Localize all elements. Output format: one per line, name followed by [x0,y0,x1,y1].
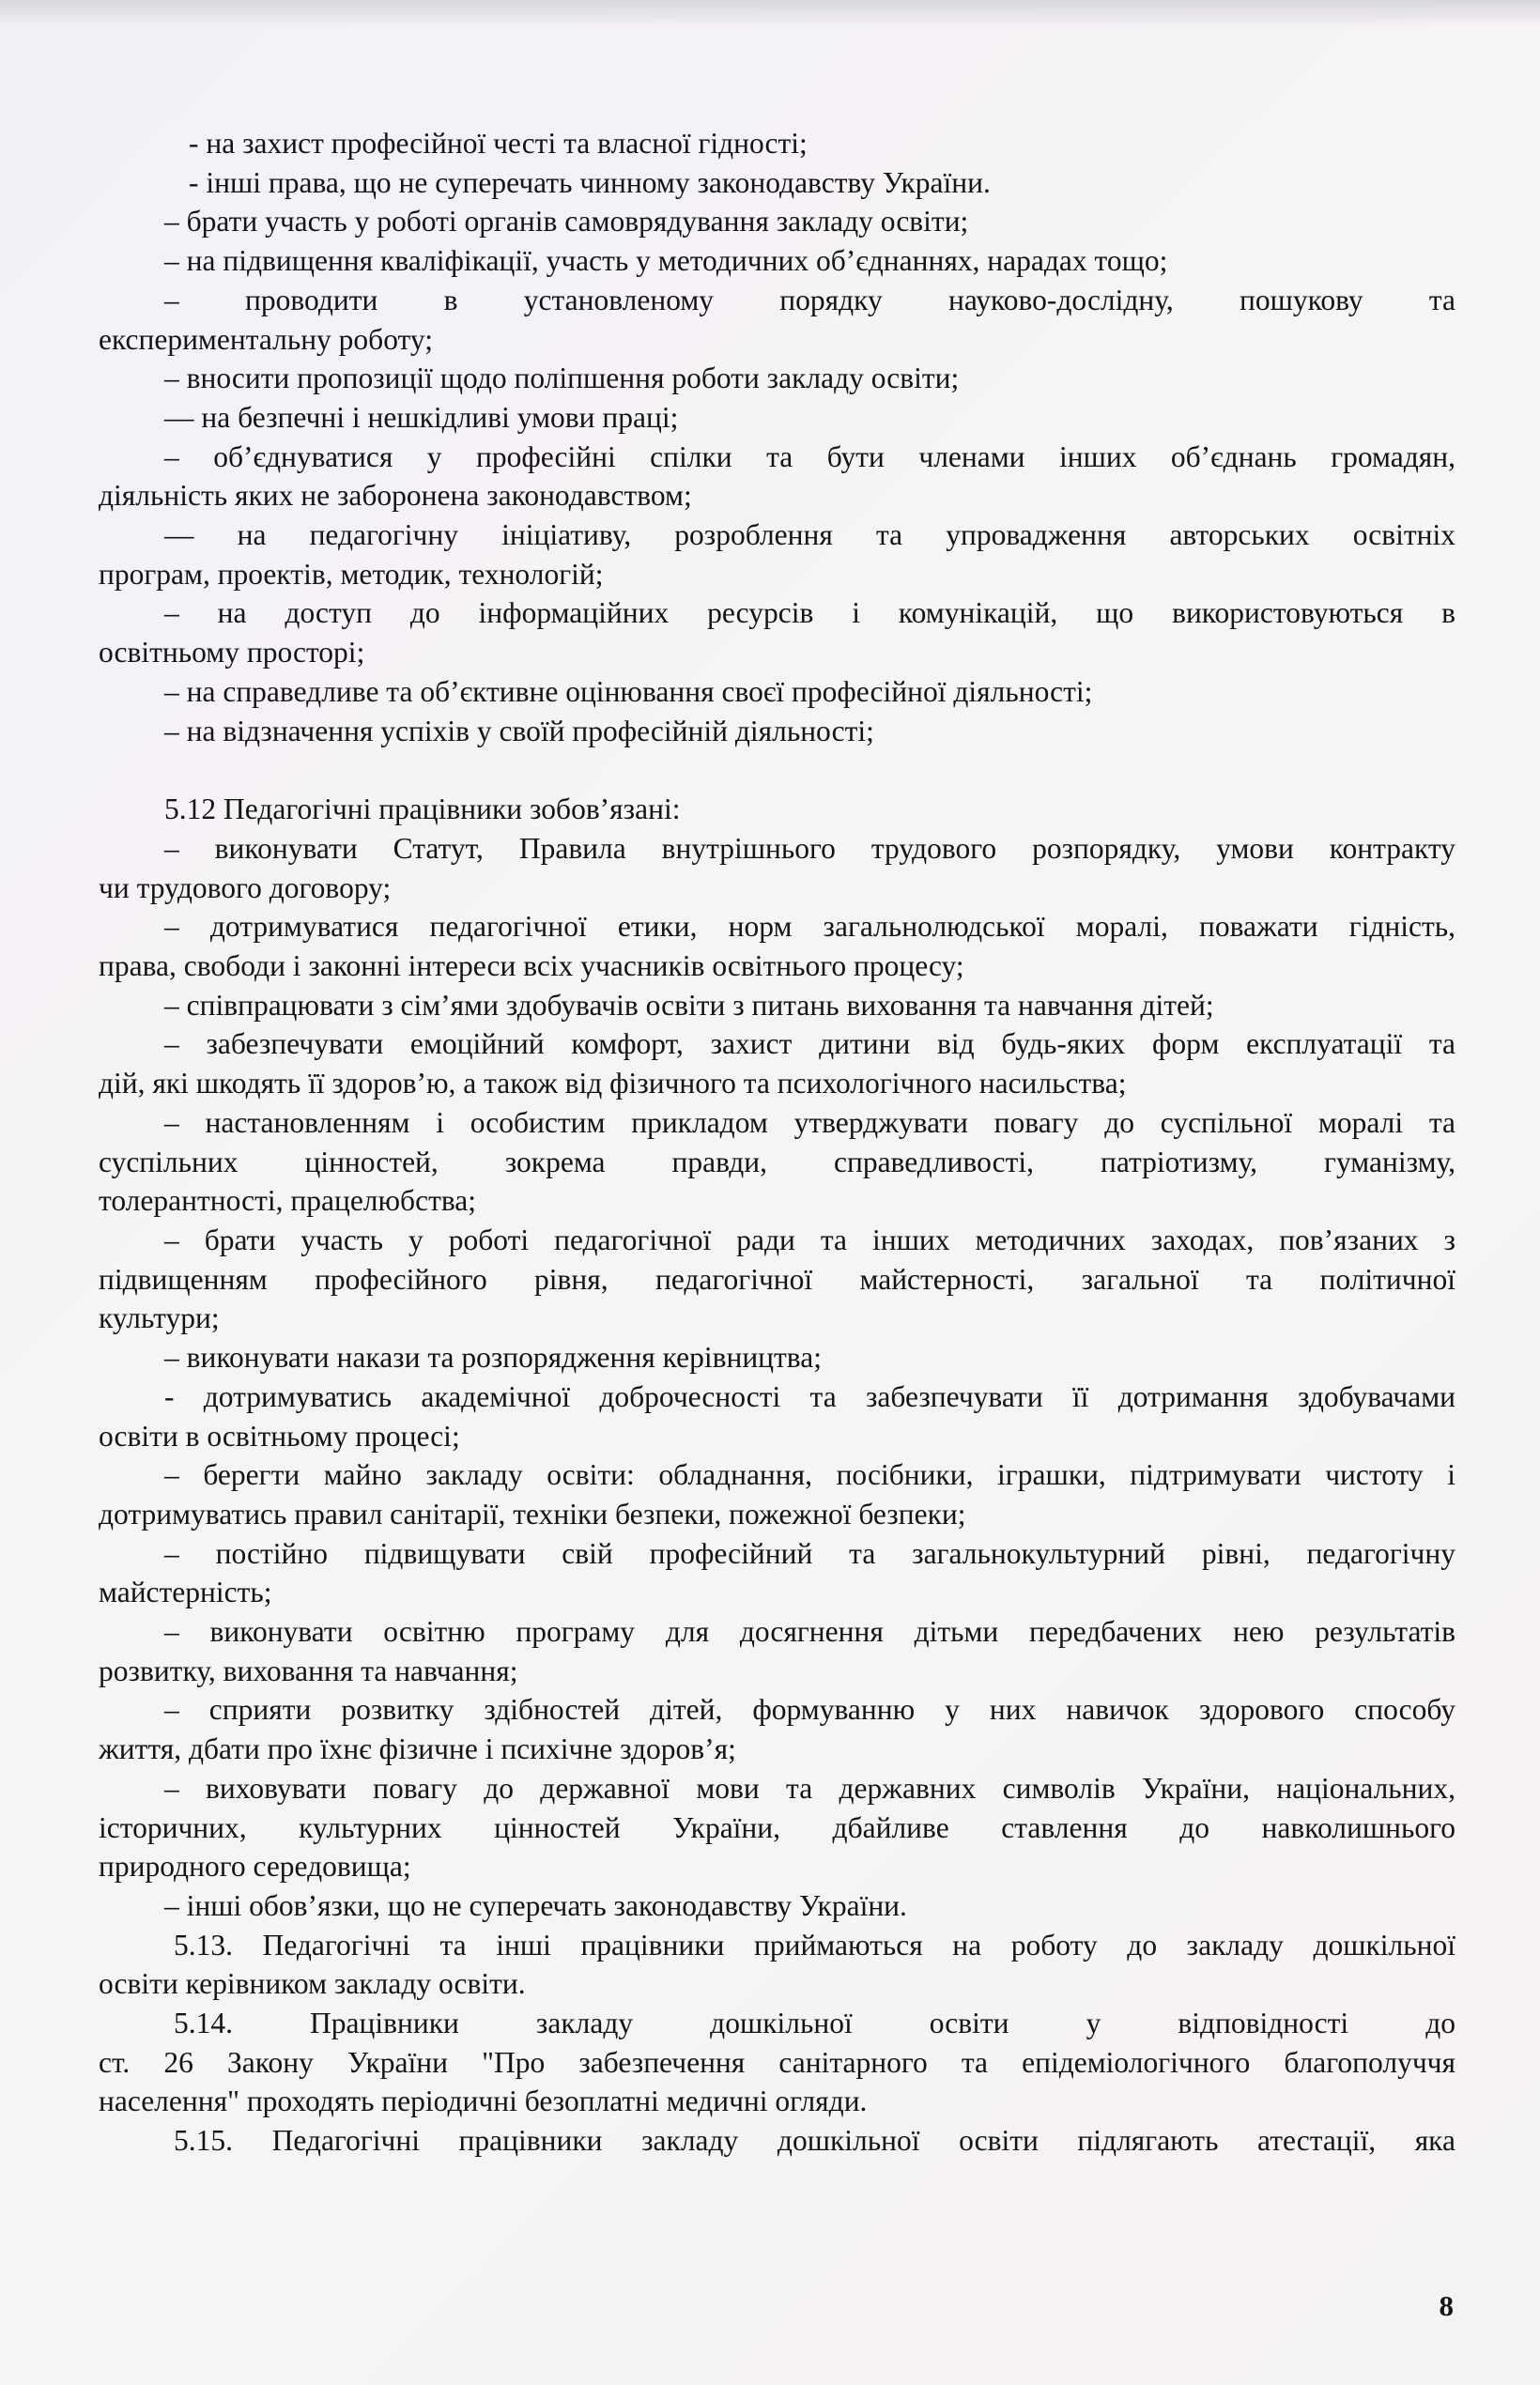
text-line: – сприяти розвитку здібностей дітей, формуванню у них навичок здорового способу [164,1693,1455,1727]
text-line: освіти керівником закладу освіти. [99,1967,526,2001]
text-line: — на педагогічну ініціативу, розроблення та упровадження авторських освітніх [164,518,1455,552]
text-line: – об’єднуватися у професійні спілки та бути членами інших об’єднань громадян, [164,439,1455,473]
text-line: 5.13. Педагогічні та інші працівники приймаються на роботу до закладу дошкільної [174,1928,1455,1962]
text-line: – проводити в установленому порядку науково-дослідну, пошукову та [164,283,1455,316]
text-line: культури; [99,1301,220,1335]
text-line: – постійно підвищувати свій професійний та загальнокультурний рівні, педагогічну [164,1536,1455,1570]
text-line: ст. 26 Закону України "Про забезпечення санітарного та епідеміологічного благополуччя [99,2045,1455,2079]
text-line: – дотримуватися педагогічної етики, норм загальнолюдської моралі, поважати гідність, [164,910,1455,944]
text-line: – брати участь у роботі органів самоврядування закладу освіти; [164,205,969,238]
text-line: природного середовища; [99,1850,411,1884]
text-line: освіти в освітньому процесі; [99,1419,460,1453]
text-line: діяльність яких не заборонена законодавством; [99,479,692,513]
text-line: – виконувати освітню програму для досягнення дітьми передбачених нею результатів [164,1615,1455,1649]
text-line: 5.14. Працівники закладу дошкільної освіти у відповідності до [174,2007,1455,2040]
text-line: - інші права, що не суперечать чинному законодавству України. [189,165,991,199]
document-body [99,124,1455,2161]
text-line: підвищенням професійного рівня, педагогічної майстерності, загальної та політичної [99,1262,1455,1296]
text-line: – виконувати Статут, Правила внутрішнього трудового розпорядку, умови контракту [164,831,1455,865]
text-line: програм, проектів, методик, технологій; [99,557,604,591]
text-line: суспільних цінностей, зокрема правди, справедливості, патріотизму, гуманізму, [99,1145,1455,1178]
paragraph-gap [99,750,1455,790]
text-line: – брати участь у роботі педагогічної ради та інших методичних заходах, пов’язаних з [164,1223,1455,1256]
text-line: – настановленням і особистим прикладом утверджувати повагу до суспільної моралі та [164,1105,1455,1139]
text-line: розвитку, виховання та навчання; [99,1654,518,1687]
text-line: – на відзначення успіхів у своїй професійній діяльності; [164,714,874,747]
text-line: - на захист професійної честі та власної гідності; [189,127,808,160]
text-line: історичних, культурних цінностей України, дбайливе ставлення до навколишнього [99,1810,1455,1844]
text-line: толерантності, працелюбства; [99,1184,477,1218]
text-line: експериментальну роботу; [99,322,433,356]
text-line: – інші обов’язки, що не суперечать законодавству України. [164,1888,907,1922]
text-line: життя, дбати про їхнє фізичне і психічне здоров’я; [99,1732,736,1766]
page-number: 8 [1439,2289,1454,2322]
text-line: – на доступ до інформаційних ресурсів і комунікацій, що використовуються в [164,596,1455,630]
text-line: - дотримуватись академічної доброчесності та забезпечувати її дотримання здобувачами [164,1379,1455,1413]
text-line: права, свободи і законні інтереси всіх учасників освітнього процесу; [99,949,964,983]
text-line: – співпрацювати з сім’ями здобувачів освіти з питань виховання та навчання дітей; [164,988,1214,1022]
text-line: майстерність; [99,1576,272,1609]
text-line: дій, які шкодять її здоров’ю, а також від фізичного та психологічного насильства; [99,1067,1127,1100]
text-line: – берегти майно закладу освіти: обладнання, посібники, іграшки, підтримувати чистоту і [164,1458,1455,1492]
text-line: – вносити пропозиції щодо поліпшення роботи закладу освіти; [164,362,960,395]
text-line: – виховувати повагу до державної мови та державних символів України, національних, [164,1771,1455,1805]
text-line: – на справедливе та об’єктивне оцінювання своєї професійної діяльності; [164,674,1093,708]
text-line: 5.15. Педагогічні працівники закладу дошкільної освіти підлягають атестації, яка [174,2124,1455,2158]
text-line: – забезпечувати емоційний комфорт, захист дитини від будь-яких форм експлуатації та [164,1027,1455,1061]
scan-edge [0,0,1540,28]
text-line: населення" проходять періодичні безоплатні медичні огляди. [99,2085,868,2118]
section-heading: 5.12 Педагогічні працівники зобов’язані: [164,792,681,826]
text-line: – виконувати накази та розпорядження керівництва; [164,1341,822,1375]
text-line: чи трудового договору; [99,870,392,904]
text-line: — на безпечні і нешкідливі умови праці; [164,400,679,434]
text-line: – на підвищення кваліфікації, участь у методичних об’єднаннях, нарадах тощо; [164,244,1168,278]
text-line: дотримуватись правил санітарії, техніки безпеки, пожежної безпеки; [99,1497,966,1531]
text-line: освітньому просторі; [99,636,365,669]
